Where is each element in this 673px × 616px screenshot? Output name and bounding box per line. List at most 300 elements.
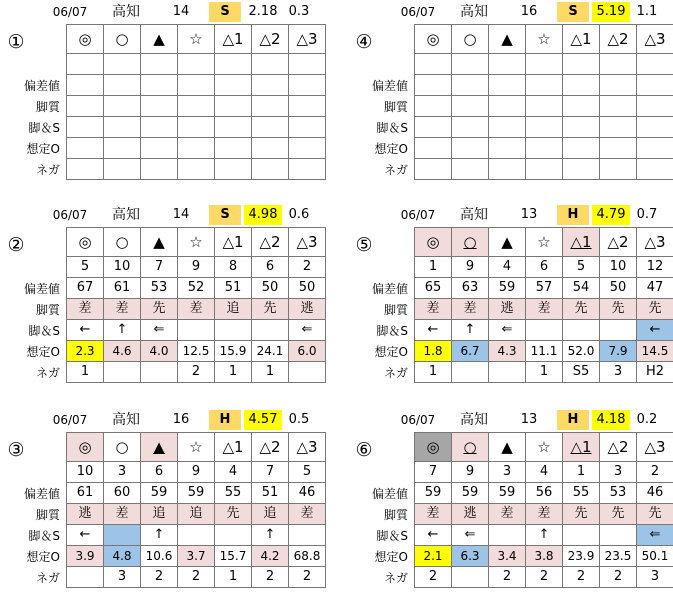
arrow-cell	[215, 320, 252, 341]
arrow-cell: ←	[415, 525, 452, 546]
odds-cell: 50.1	[637, 546, 673, 567]
race-venue: 高知	[460, 4, 488, 20]
style-cell: 逃	[452, 504, 489, 525]
row-label: 脚質	[35, 100, 60, 114]
arrow-cell: ←	[637, 320, 673, 341]
arrow-cell	[563, 320, 600, 341]
race-index-value: 5.19	[592, 2, 630, 22]
horse-number-cell: 4	[215, 462, 252, 483]
mark-cell: ▲	[489, 228, 526, 257]
race-index-value: 4.79	[592, 205, 630, 225]
race-extra-value: 0.3	[288, 4, 310, 19]
neg-cell: 1	[215, 362, 252, 383]
neg-cell: 3	[104, 567, 141, 588]
horse-number-cell	[452, 54, 489, 75]
style-cell	[289, 96, 326, 117]
mark-cell: ☆	[526, 433, 563, 462]
horse-number-cell: 5	[289, 462, 326, 483]
dev-cell: 52	[178, 278, 215, 299]
race-date: 06/07	[52, 5, 88, 19]
neg-cell: 3	[637, 567, 673, 588]
style-cell: 先	[600, 504, 637, 525]
style-cell: 追	[141, 504, 178, 525]
dev-cell: 57	[526, 278, 563, 299]
arrow-cell	[600, 525, 637, 546]
odds-cell: 14.5	[637, 341, 673, 362]
dev-cell: 59	[489, 483, 526, 504]
dev-cell	[415, 75, 452, 96]
horse-number-cell: 2	[289, 257, 326, 278]
row-labels	[4, 76, 62, 181]
mark-cell: △2	[600, 433, 637, 462]
dev-cell: 59	[415, 483, 452, 504]
race-header	[4, 2, 324, 22]
style-cell	[600, 96, 637, 117]
prediction-grid	[66, 227, 326, 383]
style-cell: 先	[141, 299, 178, 320]
arrow-cell: ←	[415, 320, 452, 341]
dev-cell: 59	[452, 483, 489, 504]
odds-cell	[489, 138, 526, 159]
dev-cell	[489, 75, 526, 96]
mark-cell: △2	[252, 433, 289, 462]
neg-cell	[600, 159, 637, 180]
style-cell	[563, 96, 600, 117]
neg-cell	[637, 159, 673, 180]
horse-number-cell	[563, 54, 600, 75]
row-label: 偏差値	[371, 282, 408, 296]
race-panel	[352, 2, 672, 187]
dev-cell: 47	[637, 278, 673, 299]
arrow-cell	[489, 525, 526, 546]
arrow-cell: ⇐	[141, 320, 178, 341]
style-cell: 差	[526, 299, 563, 320]
horse-number-cell: 6	[252, 257, 289, 278]
field-size: 13	[520, 207, 538, 222]
field-size: 14	[172, 207, 190, 222]
row-label: 想定O	[26, 345, 60, 359]
odds-cell: 1.8	[415, 341, 452, 362]
style-cell: 先	[637, 299, 673, 320]
field-size: 16	[520, 4, 538, 19]
neg-cell	[452, 159, 489, 180]
style-cell: 差	[67, 299, 104, 320]
neg-cell: 2	[141, 567, 178, 588]
row-labels	[352, 484, 410, 589]
horse-number-cell: 5	[67, 257, 104, 278]
odds-cell: 68.8	[289, 546, 326, 567]
style-cell	[104, 96, 141, 117]
odds-cell: 3.8	[526, 546, 563, 567]
neg-cell	[141, 362, 178, 383]
prediction-grid	[66, 432, 326, 588]
mark-cell: ◎	[415, 228, 452, 257]
arrow-cell: ⇐	[637, 525, 673, 546]
neg-cell	[526, 159, 563, 180]
row-label: 脚＆S	[28, 529, 60, 543]
dev-cell	[178, 75, 215, 96]
row-label: 偏差値	[23, 79, 60, 93]
dev-cell	[289, 75, 326, 96]
field-size: 13	[520, 412, 538, 427]
mark-cell: ◎	[67, 433, 104, 462]
neg-cell	[215, 159, 252, 180]
arrow-cell: ⇐	[489, 320, 526, 341]
arrow-cell	[104, 525, 141, 546]
neg-cell	[178, 159, 215, 180]
horse-number-cell: 9	[178, 257, 215, 278]
neg-cell: 1	[215, 567, 252, 588]
mark-cell: △3	[289, 25, 326, 54]
neg-cell: 2	[178, 362, 215, 383]
race-venue: 高知	[112, 412, 140, 428]
dev-cell: 54	[563, 278, 600, 299]
mark-cell: ▲	[141, 433, 178, 462]
style-cell	[215, 96, 252, 117]
neg-cell: 2	[526, 567, 563, 588]
mark-cell: △2	[600, 228, 637, 257]
race-header	[352, 205, 672, 225]
horse-number-cell: 2	[637, 462, 673, 483]
neg-cell: 2	[600, 567, 637, 588]
style-cell: 差	[415, 299, 452, 320]
horse-number-cell	[215, 54, 252, 75]
row-label: ネガ	[35, 571, 60, 585]
race-grade-badge: S	[209, 205, 241, 225]
horse-number-cell: 7	[415, 462, 452, 483]
mark-cell: △3	[637, 433, 673, 462]
style-cell: 差	[489, 504, 526, 525]
mark-cell: △1	[215, 25, 252, 54]
mark-cell: ▲	[489, 25, 526, 54]
mark-cell: ○	[452, 25, 489, 54]
mark-cell: △2	[600, 25, 637, 54]
neg-cell: 1	[526, 362, 563, 383]
race-index-value: 4.57	[244, 410, 282, 430]
odds-cell: 23.9	[563, 546, 600, 567]
race-number: ⑥	[355, 439, 373, 461]
odds-cell: 3.9	[67, 546, 104, 567]
row-label: 想定O	[374, 142, 408, 156]
odds-cell: 24.1	[252, 341, 289, 362]
row-label: 脚＆S	[376, 529, 408, 543]
style-cell	[637, 96, 673, 117]
field-size: 14	[172, 4, 190, 19]
row-label: ネガ	[383, 366, 408, 380]
odds-cell	[178, 138, 215, 159]
race-header	[4, 205, 324, 225]
row-labels	[352, 76, 410, 181]
dev-cell: 55	[563, 483, 600, 504]
row-label: ネガ	[35, 366, 60, 380]
dev-cell	[526, 75, 563, 96]
neg-cell: 1	[415, 362, 452, 383]
neg-cell	[452, 567, 489, 588]
horse-number-cell: 4	[489, 257, 526, 278]
horse-number-cell: 8	[215, 257, 252, 278]
dev-cell	[215, 75, 252, 96]
race-index-value: 4.18	[592, 410, 630, 430]
row-label: 脚質	[383, 508, 408, 522]
mark-cell: △1	[215, 433, 252, 462]
arrow-cell	[452, 117, 489, 138]
mark-cell: ☆	[526, 25, 563, 54]
race-header	[352, 2, 672, 22]
horse-number-cell: 5	[563, 257, 600, 278]
race-extra-value: 0.7	[636, 207, 658, 222]
odds-cell: 52.0	[563, 341, 600, 362]
dev-cell: 59	[178, 483, 215, 504]
mark-cell: △1	[563, 228, 600, 257]
odds-cell: 2.3	[67, 341, 104, 362]
prediction-grid	[414, 432, 673, 588]
style-cell: 差	[289, 504, 326, 525]
arrow-cell	[563, 117, 600, 138]
race-index-value: 4.98	[244, 205, 282, 225]
arrow-cell	[178, 117, 215, 138]
odds-cell: 10.6	[141, 546, 178, 567]
row-label: 偏差値	[23, 487, 60, 501]
mark-cell: ○	[452, 433, 489, 462]
field-size: 16	[172, 412, 190, 427]
odds-cell: 11.1	[526, 341, 563, 362]
row-label: 脚質	[383, 303, 408, 317]
mark-cell: △3	[637, 25, 673, 54]
mark-cell: ○	[104, 433, 141, 462]
mark-cell: ◎	[415, 25, 452, 54]
odds-cell: 4.2	[252, 546, 289, 567]
odds-cell: 4.6	[104, 341, 141, 362]
odds-cell: 6.3	[452, 546, 489, 567]
race-grade-badge: S	[209, 2, 241, 22]
arrow-cell	[215, 525, 252, 546]
race-date: 06/07	[400, 5, 436, 19]
style-cell: 先	[215, 504, 252, 525]
dev-cell: 53	[600, 483, 637, 504]
odds-cell	[215, 138, 252, 159]
mark-cell: △3	[289, 228, 326, 257]
race-number: ①	[7, 31, 25, 53]
mark-cell: ▲	[141, 228, 178, 257]
arrow-cell	[252, 320, 289, 341]
style-cell: 差	[104, 299, 141, 320]
neg-cell: 2	[489, 567, 526, 588]
race-header	[352, 410, 672, 430]
race-venue: 高知	[460, 207, 488, 223]
neg-cell: 2	[252, 567, 289, 588]
mark-cell: ☆	[178, 228, 215, 257]
mark-cell: △3	[637, 228, 673, 257]
dev-cell	[452, 75, 489, 96]
odds-cell	[67, 138, 104, 159]
odds-cell	[415, 138, 452, 159]
neg-cell: 1	[67, 362, 104, 383]
prediction-grid	[414, 227, 673, 383]
horse-number-cell	[289, 54, 326, 75]
odds-cell: 15.9	[215, 341, 252, 362]
horse-number-cell: 6	[526, 257, 563, 278]
mark-cell: △1	[563, 25, 600, 54]
style-cell	[526, 96, 563, 117]
neg-cell: 2	[415, 567, 452, 588]
horse-number-cell: 10	[104, 257, 141, 278]
row-label: 脚質	[35, 303, 60, 317]
row-label: 偏差値	[23, 282, 60, 296]
neg-cell: 2	[563, 567, 600, 588]
dev-cell	[141, 75, 178, 96]
style-cell	[252, 96, 289, 117]
style-cell: 追	[178, 504, 215, 525]
neg-cell	[104, 159, 141, 180]
dev-cell: 53	[141, 278, 178, 299]
arrow-cell	[289, 117, 326, 138]
dev-cell: 51	[252, 483, 289, 504]
horse-number-cell: 3	[600, 462, 637, 483]
dev-cell	[67, 75, 104, 96]
horse-number-cell: 9	[178, 462, 215, 483]
neg-cell: S5	[563, 362, 600, 383]
race-extra-value: 0.5	[288, 412, 310, 427]
arrow-cell	[637, 117, 673, 138]
style-cell	[415, 96, 452, 117]
horse-number-cell: 10	[67, 462, 104, 483]
style-cell	[67, 96, 104, 117]
neg-cell	[489, 159, 526, 180]
row-label: 脚質	[383, 100, 408, 114]
dev-cell: 50	[252, 278, 289, 299]
odds-cell: 4.8	[104, 546, 141, 567]
arrow-cell	[526, 117, 563, 138]
horse-number-cell	[252, 54, 289, 75]
arrow-cell	[215, 117, 252, 138]
horse-number-cell: 10	[600, 257, 637, 278]
horse-number-cell: 3	[104, 462, 141, 483]
row-label: 脚＆S	[376, 324, 408, 338]
dev-cell: 63	[452, 278, 489, 299]
mark-cell: ○	[104, 228, 141, 257]
odds-cell	[252, 138, 289, 159]
arrow-cell	[489, 117, 526, 138]
odds-cell	[563, 138, 600, 159]
row-label: ネガ	[35, 163, 60, 177]
dev-cell: 59	[489, 278, 526, 299]
style-cell: 差	[415, 504, 452, 525]
race-grade-badge: H	[557, 205, 589, 225]
odds-cell	[600, 138, 637, 159]
arrow-cell: ←	[67, 525, 104, 546]
neg-cell: H2	[637, 362, 673, 383]
mark-cell: ☆	[526, 228, 563, 257]
race-panel	[4, 410, 324, 595]
horse-number-cell: 1	[563, 462, 600, 483]
mark-cell: ○	[452, 228, 489, 257]
style-cell: 追	[252, 504, 289, 525]
style-cell: 先	[600, 299, 637, 320]
row-label: 偏差値	[371, 79, 408, 93]
neg-cell	[489, 362, 526, 383]
style-cell	[489, 96, 526, 117]
race-venue: 高知	[112, 4, 140, 20]
horse-number-cell: 6	[141, 462, 178, 483]
style-cell	[452, 96, 489, 117]
odds-cell: 3.4	[489, 546, 526, 567]
style-cell: 先	[252, 299, 289, 320]
dev-cell	[252, 75, 289, 96]
neg-cell	[452, 362, 489, 383]
dev-cell: 55	[215, 483, 252, 504]
mark-cell: △1	[215, 228, 252, 257]
horse-number-cell	[526, 54, 563, 75]
dev-cell: 60	[104, 483, 141, 504]
mark-cell: ○	[104, 25, 141, 54]
mark-cell: ◎	[415, 433, 452, 462]
style-cell: 追	[215, 299, 252, 320]
horse-number-cell	[600, 54, 637, 75]
style-cell: 差	[178, 299, 215, 320]
race-venue: 高知	[112, 207, 140, 223]
row-label: 想定O	[26, 550, 60, 564]
odds-cell	[289, 138, 326, 159]
odds-cell	[452, 138, 489, 159]
race-grade-badge: H	[557, 410, 589, 430]
style-cell: 先	[563, 299, 600, 320]
arrow-cell: ↑	[452, 320, 489, 341]
arrow-cell: ⇐	[289, 320, 326, 341]
race-panel	[352, 205, 672, 390]
mark-cell: ▲	[489, 433, 526, 462]
race-panel	[4, 205, 324, 390]
odds-cell	[637, 138, 673, 159]
row-label: 脚＆S	[376, 121, 408, 135]
dev-cell	[637, 75, 673, 96]
dev-cell: 65	[415, 278, 452, 299]
style-cell: 先	[563, 504, 600, 525]
neg-cell	[289, 159, 326, 180]
odds-cell: 6.7	[452, 341, 489, 362]
arrow-cell	[563, 525, 600, 546]
race-date: 06/07	[52, 413, 88, 427]
race-number: ⑤	[355, 234, 373, 256]
style-cell: 差	[452, 299, 489, 320]
mark-cell: ☆	[178, 433, 215, 462]
odds-cell: 4.0	[141, 341, 178, 362]
row-labels	[352, 279, 410, 384]
arrow-cell: ↑	[141, 525, 178, 546]
odds-cell: 23.5	[600, 546, 637, 567]
row-label: 脚＆S	[28, 324, 60, 338]
race-header	[4, 410, 324, 430]
arrow-cell	[600, 117, 637, 138]
row-label: 脚質	[35, 508, 60, 522]
row-label: 想定O	[26, 142, 60, 156]
arrow-cell	[415, 117, 452, 138]
mark-cell: ◎	[67, 25, 104, 54]
dev-cell: 59	[141, 483, 178, 504]
arrow-cell	[141, 117, 178, 138]
race-date: 06/07	[400, 413, 436, 427]
style-cell: 逃	[289, 299, 326, 320]
arrow-cell	[526, 320, 563, 341]
horse-number-cell: 9	[452, 462, 489, 483]
neg-cell	[415, 159, 452, 180]
arrow-cell	[289, 525, 326, 546]
neg-cell: 2	[178, 567, 215, 588]
horse-number-cell: 3	[489, 462, 526, 483]
race-date: 06/07	[400, 208, 436, 222]
horse-number-cell: 1	[415, 257, 452, 278]
odds-cell	[104, 138, 141, 159]
neg-cell	[67, 159, 104, 180]
